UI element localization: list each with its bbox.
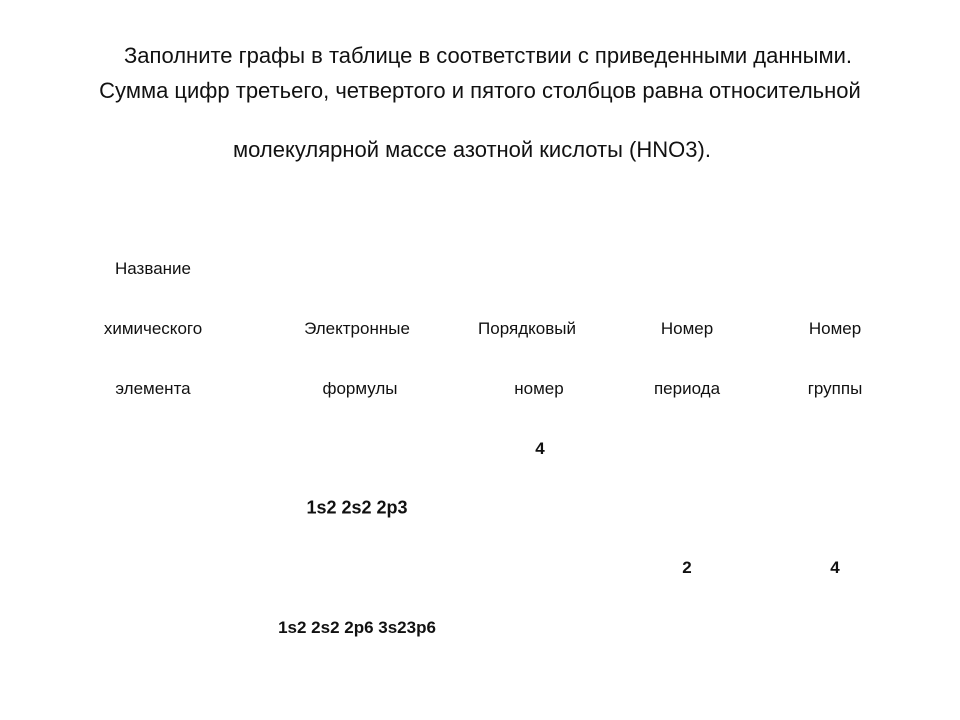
- table-cell-formula: 1s2 2s2 2p6 3s23p6: [278, 618, 436, 637]
- header-group-2: группы: [807, 379, 863, 398]
- table-cell-formula: 1s2 2s2 2p3: [306, 497, 408, 518]
- header-period-1: Номер: [660, 319, 714, 338]
- instruction-line-2: Сумма цифр третьего, четвертого и пятого столбцов равна относительной: [99, 78, 861, 103]
- instruction-line-3: молекулярной массе азотной кислоты (HNO3).: [233, 137, 711, 162]
- header-name-1: Название: [115, 259, 191, 278]
- header-name-3: элемента: [115, 379, 191, 398]
- table-cell-group: 4: [830, 558, 840, 577]
- header-formula-2: формулы: [322, 379, 398, 398]
- header-period-2: периода: [653, 379, 721, 398]
- header-number-2: номер: [514, 379, 564, 398]
- header-number-1: Порядковый: [478, 319, 576, 338]
- table-cell-period: 2: [682, 558, 692, 577]
- header-formula-1: Электронные: [304, 319, 410, 338]
- instruction-line-1: Заполните графы в таблице в соответствии с приведенными данными.: [124, 43, 852, 68]
- header-group-1: Номер: [808, 319, 862, 338]
- table-cell-atomic-number: 4: [535, 439, 545, 458]
- header-name-2: химического: [103, 319, 203, 338]
